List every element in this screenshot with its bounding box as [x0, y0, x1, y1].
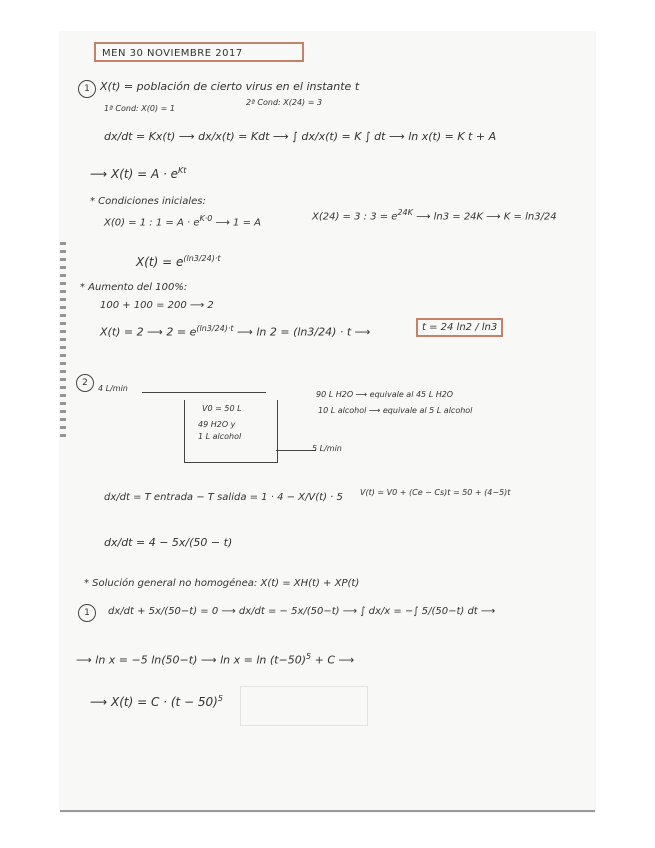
p1-cond1: 1ª Cond: X(0) = 1 [104, 104, 175, 113]
p1-eq2: ⟶ $X(t) = A \cdot e^{Kt}$ [90, 166, 187, 181]
p2-outflow: 5 L/min [312, 444, 342, 453]
p2-volume: V(t) = V0 + (Ce − Cs)t = 50 + (4−5)t [360, 488, 511, 497]
binder-holes [60, 242, 66, 442]
p1-cond2: 2ª Cond: X(24) = 3 [246, 98, 323, 107]
p2-log-line: ⟶ ln x = −5 ln(50−t) ⟶ $\ln x = \ln (t-50)^5 + C$ ⟶ [76, 652, 355, 667]
problem-2-number: 2 [76, 374, 94, 392]
problem-1-number: 1 [78, 80, 96, 98]
outflow-pipe [276, 450, 316, 451]
p2-homog-eq: dx/dt + 5x/(50−t) = 0 ⟶ dx/dt = − 5x/(50−t) ⟶ ∫ dx/x = −∫ 5/(50−t) dt ⟶ [108, 606, 496, 617]
p1-increase-line1: 100 + 100 = 200 ⟶ 2 [100, 300, 214, 311]
exam-date-header: MEN 30 NOVIEMBRE 2017 [94, 42, 304, 62]
p1-increase-line2: X(t) = 2 ⟶ $2 = e^{(ln3/24)\cdot t}$ ⟶ ln 2 = (ln3/24) · t ⟶ [100, 324, 371, 339]
p1-increase-heading: * Aumento del 100%: [80, 282, 188, 293]
p2-eq2: dx/dt = 4 − 5x/(50 − t) [104, 536, 233, 549]
p2-tank-alcohol: 1 L alcohol [198, 432, 242, 441]
pencil-rectangle [240, 686, 368, 726]
p1-eq1: dx/dt = Kx(t) ⟶ dx/x(t) = Kdt ⟶ ∫ dx/x(t) = K ∫ dt ⟶ ln x(t) = K t + A [104, 130, 497, 143]
p2-tank-water: 49 H2O y [198, 420, 236, 429]
p2-homog-number: 1 [78, 604, 96, 622]
p1-initial-a: X(0) = 1 : $1 = A \cdot e^{K\cdot 0}$ ⟶ 1 = A [104, 214, 261, 229]
p2-equiv1: 90 L H2O ⟶ equivale al 45 L H2O [316, 390, 454, 399]
p2-eq1: dx/dt = T entrada − T salida = 1 · 4 − X/V(t) · 5 [104, 492, 343, 503]
inflow-pipe [142, 392, 266, 393]
p1-initial-b: X(24) = 3 : $3 = e^{24K}$ ⟶ ln3 = 24K ⟶ K = ln3/24 [312, 208, 557, 223]
p1-solution: $X(t) = e^{(ln3/24)\cdot t}$ [136, 254, 221, 269]
p2-tank-volume: V0 = 50 L [202, 404, 242, 413]
paper-sheet [60, 32, 595, 812]
p1-definition: X(t) = población de cierto virus en el instante t [100, 80, 360, 93]
p1-answer-box: t = 24 ln2 / ln3 [416, 318, 503, 337]
p2-equiv2: 10 L alcohol ⟶ equivale al 5 L alcohol [318, 406, 473, 415]
p2-final: ⟶ $X(t) = C \cdot (t - 50)^5$ [90, 694, 223, 709]
p2-inflow: 4 L/min [98, 384, 128, 393]
p1-initial-heading: * Condiciones iniciales: [90, 196, 206, 207]
p2-general-heading: * Solución general no homogénea: X(t) = XH(t) + XP(t) [84, 578, 360, 589]
